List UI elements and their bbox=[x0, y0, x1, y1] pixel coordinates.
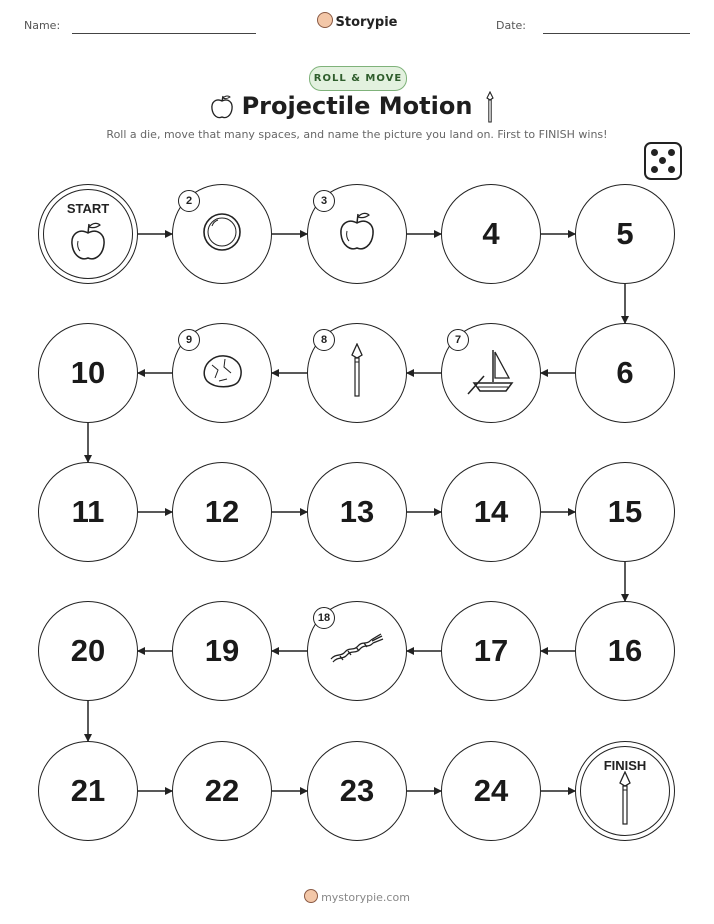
space-10[interactable] bbox=[38, 323, 138, 423]
space-4[interactable] bbox=[441, 184, 541, 284]
space-number: 19 bbox=[204, 633, 240, 668]
instructions: Roll a die, move that many spaces, and name the picture you land on. First to FINISH wins! bbox=[106, 128, 608, 141]
space-number: 15 bbox=[607, 494, 643, 529]
space-number: 21 bbox=[70, 773, 106, 808]
space-23[interactable] bbox=[307, 741, 407, 841]
space-6[interactable] bbox=[575, 323, 675, 423]
ball-icon bbox=[200, 210, 244, 258]
space-number: 14 bbox=[473, 494, 509, 529]
rock-icon bbox=[199, 351, 245, 395]
space-7[interactable] bbox=[441, 323, 541, 423]
space-number: 6 bbox=[616, 355, 634, 390]
space-finish[interactable] bbox=[575, 741, 675, 841]
space-14[interactable] bbox=[441, 462, 541, 562]
rope-icon bbox=[327, 631, 387, 671]
space-20[interactable] bbox=[38, 601, 138, 701]
space-number-badge: 9 bbox=[178, 329, 200, 351]
space-number-badge: 8 bbox=[313, 329, 335, 351]
apple-icon bbox=[66, 219, 110, 269]
space-number: 4 bbox=[482, 216, 500, 251]
space-17[interactable] bbox=[441, 601, 541, 701]
space-13[interactable] bbox=[307, 462, 407, 562]
space-number: 24 bbox=[473, 773, 509, 808]
space-number: 10 bbox=[70, 355, 106, 390]
space-15[interactable] bbox=[575, 462, 675, 562]
space-number: 13 bbox=[339, 494, 375, 529]
space-number-badge: 3 bbox=[313, 190, 335, 212]
sailboat-icon bbox=[464, 346, 518, 400]
space-label: START bbox=[66, 201, 110, 216]
space-8[interactable] bbox=[307, 323, 407, 423]
space-number-badge: 2 bbox=[178, 190, 200, 212]
space-number-badge: 7 bbox=[447, 329, 469, 351]
space-19[interactable] bbox=[172, 601, 272, 701]
space-21[interactable] bbox=[38, 741, 138, 841]
space-9[interactable] bbox=[172, 323, 272, 423]
page-title: Projectile Motion bbox=[241, 92, 473, 120]
apple-icon bbox=[335, 209, 379, 259]
space-start[interactable] bbox=[38, 184, 138, 284]
space-3[interactable] bbox=[307, 184, 407, 284]
space-16[interactable] bbox=[575, 601, 675, 701]
space-number: 20 bbox=[70, 633, 106, 668]
space-number: 17 bbox=[473, 633, 509, 668]
roll-move-badge: ROLL & MOVE bbox=[309, 66, 407, 91]
space-5[interactable] bbox=[575, 184, 675, 284]
space-number: 22 bbox=[204, 773, 240, 808]
space-24[interactable] bbox=[441, 741, 541, 841]
space-number: 5 bbox=[616, 216, 634, 251]
space-number: 23 bbox=[339, 773, 375, 808]
space-22[interactable] bbox=[172, 741, 272, 841]
date-label: Date: bbox=[496, 19, 526, 32]
brand-name: Storypie bbox=[335, 15, 398, 30]
space-number: 11 bbox=[71, 494, 105, 529]
storypie-logo-icon bbox=[304, 889, 318, 903]
footer-url: mystorypie.com bbox=[321, 891, 410, 904]
spear-icon bbox=[348, 343, 366, 403]
space-2[interactable] bbox=[172, 184, 272, 284]
space-label: FINISH bbox=[603, 758, 647, 773]
footer bbox=[0, 889, 714, 904]
space-number: 16 bbox=[607, 633, 643, 668]
spear-icon bbox=[616, 771, 634, 831]
space-18[interactable] bbox=[307, 601, 407, 701]
space-12[interactable] bbox=[172, 462, 272, 562]
space-11[interactable] bbox=[38, 462, 138, 562]
space-number: 12 bbox=[204, 494, 240, 529]
name-label: Name: bbox=[24, 19, 61, 32]
space-number-badge: 18 bbox=[313, 607, 335, 629]
